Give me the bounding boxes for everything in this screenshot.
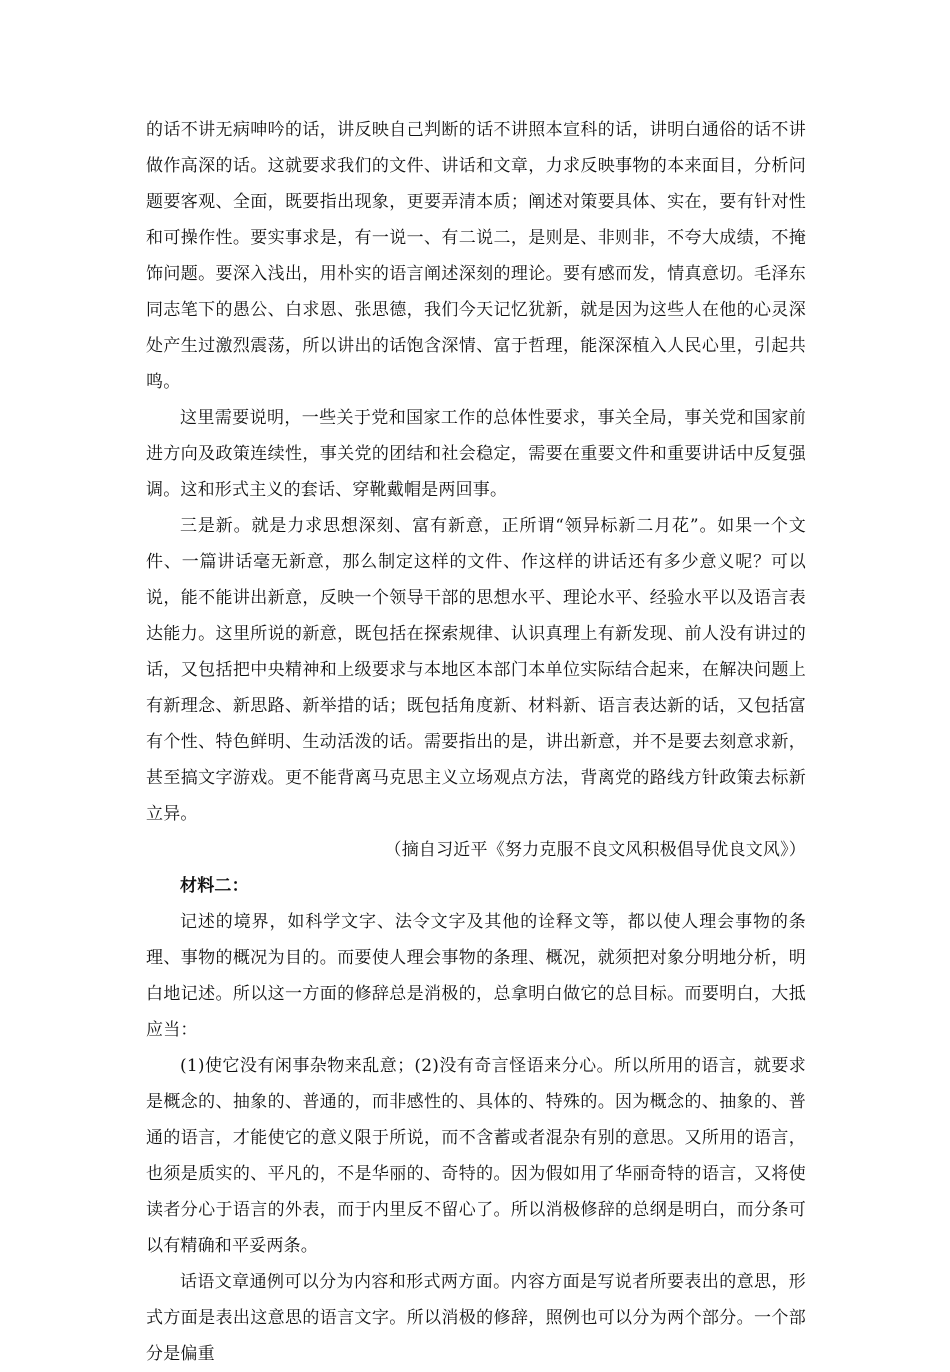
paragraph-narration: 记述的境界，如科学文字、法令文字及其他的诠释文等，都以使人理会事物的条理、事物的概况为目的。而要使人理会事物的条理、概况，就须把对象分明地分析，明白地记述。所以这一方面的修辞总是消极的，总拿明白做它的总目标。而要明白，大抵应当： — [146, 912, 806, 1040]
paragraph-continuation: 的话不讲无病呻吟的话，讲反映自己判断的话不讲照本宣科的话，讲明白通俗的话不讲做作高深的话。这就要求我们的文件、讲话和文章，力求反映事物的本来面目，分析问题要客观、全面，既要指出现象，更要弄清本质；阐述对策要具体、实在，要有针对性和可操作性。要实事求是，有一说一、有二说二，是则是、非则非，不夸大成绩，不掩饰问题。要深入浅出，用朴实的语言阐述深刻的理论。要有感而发，情真意切。毛泽东同志笔下的愚公、白求恩、张思德，我们今天记忆犹新，就是因为这些人在他的心灵深处产生过激烈震荡，所以讲出的话饱含深情、富于哲理，能深深植入人民心里，引起共鸣。 — [146, 120, 806, 392]
source-citation: （摘自习近平《努力克服不良文风积极倡导优良文风》） — [384, 840, 806, 860]
paragraph-novelty: 三是新。就是力求思想深刻、富有新意，正所谓“领异标新二月花”。如果一个文件、一篇讲话毫无新意，那么制定这样的文件、作这样的讲话还有多少意义呢？可以说，能不能讲出新意，反映一个领导干部的思想水平、理论水平、经验水平以及语言表达能力。这里所说的新意，既包括在探索规律、认识真理上有新发现、前人没有讲过的话，又包括把中央精神和上级要求与本地区本部门本单位实际结合起来，在解决问题上有新理念、新思路、新举措的话；既包括角度新、材料新、语言表达新的话，又包括富有个性、特色鲜明、生动活泼的话。需要指出的是，讲出新意，并不是要去刻意求新，甚至搞文字游戏。更不能背离马克思主义立场观点方法，背离党的路线方针政策去标新立异。 — [146, 516, 806, 824]
paragraph-clarity-rules: (1)使它没有闲事杂物来乱意；(2)没有奇言怪语来分心。所以所用的语言，就要求是概念的、抽象的、普通的，而非感性的、具体的、特殊的。因为概念的、抽象的、普通的语言，才能使它的意义限于所说，而不含蓄或者混杂有别的意思。又所用的语言，也须是质实的、平凡的，不是华丽的、奇特的。因为假如用了华丽奇特的语言，又将使读者分心于语言的外表，而于内里反不留心了。所以消极修辞的总纲是明白，而分条可以有精确和平妥两条。 — [146, 1056, 806, 1256]
material-two-heading: 材料二： — [180, 876, 249, 896]
paragraph-content-form: 话语文章通例可以分为内容和形式两方面。内容方面是写说者所要表出的意思，形式方面是表出这意思的语言文字。所以消极的修辞，照例也可以分为两个部分。一个部分是偏重 — [146, 1272, 806, 1364]
paragraph-clarification: 这里需要说明，一些关于党和国家工作的总体性要求，事关全局，事关党和国家前进方向及政策连续性，事关党的团结和社会稳定，需要在重要文件和重要讲话中反复强调。这和形式主义的套话、穿靴戴帽是两回事。 — [146, 408, 806, 500]
document-body — [146, 112, 806, 1372]
